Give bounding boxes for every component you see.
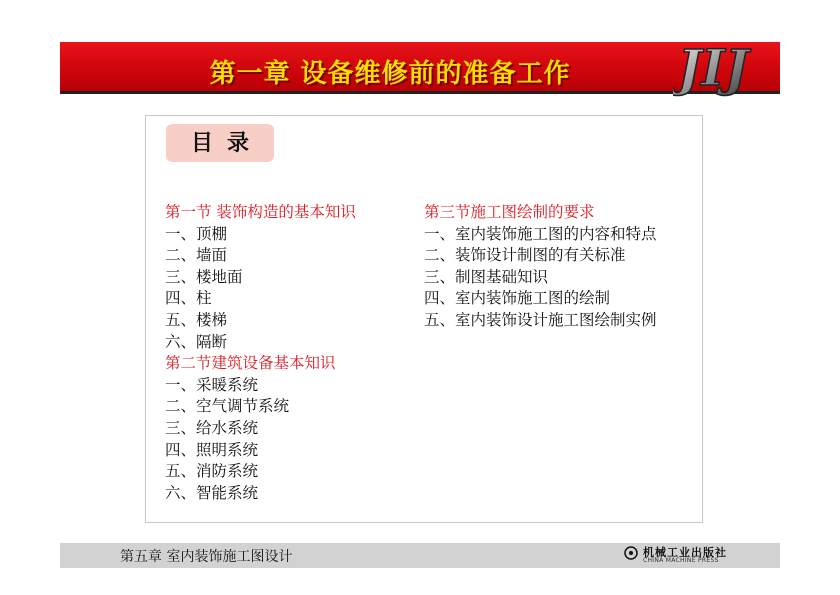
toc-section-heading: 第二节建筑设备基本知识	[165, 354, 336, 373]
toc-item: 一、室内装饰施工图的内容和特点	[424, 224, 657, 243]
toc-item: 二、空气调节系统	[165, 397, 290, 416]
publisher-name-en: CHINA MACHINE PRESS	[643, 557, 719, 564]
jij-logo	[673, 30, 753, 100]
toc-column-right	[424, 202, 657, 332]
toc-item: 一、顶棚	[165, 224, 228, 243]
toc-title: 目录	[190, 131, 263, 156]
toc-item: 三、给水系统	[165, 418, 259, 437]
publisher-name-cn: 机械工业出版社	[643, 546, 727, 559]
toc-item: 四、柱	[165, 289, 212, 308]
toc-item: 六、智能系统	[165, 483, 259, 502]
toc-item: 三、楼地面	[165, 267, 243, 286]
svg-text:JIJ: JIJ	[677, 38, 749, 97]
toc-section-heading: 第一节 装饰构造的基本知识	[165, 203, 356, 221]
footer-chapter-label: 第五章 室内装饰施工图设计	[120, 549, 293, 565]
publisher-logo-icon	[624, 546, 638, 560]
toc-item: 一、采暖系统	[165, 375, 259, 394]
chapter-title: 第一章 设备维修前的准备工作	[209, 59, 571, 89]
toc-item: 五、楼梯	[165, 310, 228, 329]
toc-item: 二、墙面	[165, 246, 228, 265]
toc-item: 五、消防系统	[165, 462, 259, 481]
toc-column-left	[165, 202, 356, 504]
toc-section-heading: 第三节施工图绘制的要求	[424, 203, 595, 221]
toc-item: 五、室内装饰设计施工图绘制实例	[424, 310, 657, 329]
title-banner	[60, 42, 780, 94]
toc-item: 二、装饰设计制图的有关标准	[424, 246, 626, 265]
toc-item: 六、隔断	[165, 332, 228, 351]
toc-item: 四、照明系统	[165, 440, 259, 459]
toc-item: 四、室内装饰施工图的绘制	[424, 289, 611, 308]
toc-item: 三、制图基础知识	[424, 267, 549, 286]
